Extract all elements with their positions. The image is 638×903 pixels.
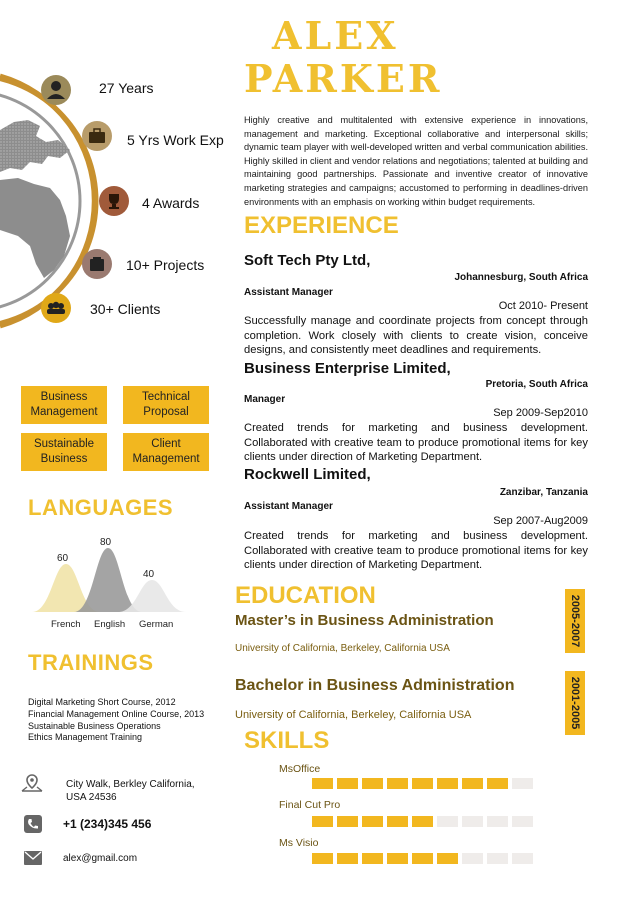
job-dates: Sep 2007-Aug2009 bbox=[493, 515, 588, 527]
skill-segment-filled bbox=[337, 816, 358, 827]
skill-segment-filled bbox=[387, 816, 408, 827]
company-name: Soft Tech Pty Ltd, bbox=[244, 252, 371, 269]
school-name: University of California, Berkeley, California USA bbox=[235, 709, 472, 721]
degree-title: Master’s in Business Administration bbox=[235, 612, 494, 629]
skill-segment-filled bbox=[462, 778, 483, 789]
skill-segment-filled bbox=[487, 778, 508, 789]
skill-segment-empty bbox=[437, 816, 458, 827]
contact-address bbox=[66, 778, 195, 804]
training-item: Ethics Management Training bbox=[28, 732, 143, 743]
language-value: 80 bbox=[100, 537, 112, 548]
milestone-label-projects: 10+ Projects bbox=[126, 257, 205, 273]
milestone-trophy-icon bbox=[99, 186, 129, 216]
skill-level-bar bbox=[312, 816, 533, 827]
education-years: 2005-2007 bbox=[569, 594, 581, 648]
training-item: Digital Marketing Short Course, 2012 bbox=[28, 697, 176, 707]
keyword-tile: Client Management bbox=[123, 433, 209, 471]
education-years-tag bbox=[565, 671, 585, 735]
skill-level-bar bbox=[312, 853, 533, 864]
skill-segment-filled bbox=[437, 778, 458, 789]
school-name: University of California, Berkeley, California USA bbox=[235, 643, 450, 654]
skill-segment-filled bbox=[362, 816, 383, 827]
skill-segment-filled bbox=[412, 778, 433, 789]
training-item: Financial Management Online Course, 2013 bbox=[28, 708, 205, 719]
profile-summary: Highly creative and multitalented with extensive experience in innovations, management and marketing. Exceptional collaborative and interpersonal skills; dynamic team player with well-developed written and verbal communication abilities. Highly skilled in client and vendor relations and negotiations; talented at building and maintaining good partnerships. Passionate and inventive creator of innovative marketing strategies and campaigns; accustomed to performing in deadlines-driven environments with an emphasis on working within budget requirements. bbox=[244, 115, 588, 207]
skill-level-bar bbox=[312, 778, 533, 789]
education-title: EDUCATION bbox=[235, 582, 376, 609]
location-icon bbox=[20, 773, 44, 793]
language-label: French bbox=[51, 619, 81, 630]
language-label: German bbox=[139, 619, 174, 630]
skill-segment-filled bbox=[412, 853, 433, 864]
language-value: 40 bbox=[143, 569, 155, 580]
first-name: ALEX bbox=[272, 13, 399, 58]
skills-title: SKILLS bbox=[244, 727, 330, 754]
language-label: English bbox=[94, 619, 126, 630]
job-role: Assistant Manager bbox=[244, 287, 333, 298]
skill-segment-filled bbox=[362, 853, 383, 864]
language-value: 60 bbox=[57, 553, 69, 564]
skill-segment-filled bbox=[387, 853, 408, 864]
skill-segment-filled bbox=[387, 778, 408, 789]
keyword-tile: Technical Proposal bbox=[123, 386, 209, 424]
job-description: Successfully manage and coordinate projects from concept through completion. Work closely with clients to create vision, conceive designs, and consistently meet deadlines and requirements. bbox=[244, 315, 588, 357]
keyword-tile: Business Management bbox=[21, 386, 107, 424]
phone-icon bbox=[24, 815, 42, 833]
contact-phone[interactable]: +1 (234)345 456 bbox=[63, 817, 152, 831]
job-description: Created trends for marketing and business development. Collaborated with creative team to produce promotional items for key clients under direction of Marketing Department. bbox=[244, 530, 588, 572]
job-location: Zanzibar, Tanzania bbox=[499, 487, 588, 498]
job-role: Manager bbox=[244, 394, 286, 405]
education-years: 2001-2005 bbox=[569, 676, 581, 730]
skill-segment-empty bbox=[487, 816, 508, 827]
skill-name: Ms Visio bbox=[279, 837, 319, 849]
skill-name: MsOffice bbox=[279, 763, 321, 775]
milestone-label-awards: 4 Awards bbox=[142, 195, 200, 211]
contact-email[interactable]: alex@gmail.com bbox=[63, 853, 138, 864]
milestone-label-experience: 5 Yrs Work Exp bbox=[127, 132, 224, 148]
trainings-title: TRAININGS bbox=[28, 650, 154, 675]
skill-segment-empty bbox=[487, 853, 508, 864]
degree-title: Bachelor in Business Administration bbox=[235, 677, 515, 694]
skill-segment-filled bbox=[337, 778, 358, 789]
languages-title: LANGUAGES bbox=[28, 495, 174, 520]
last-name: PARKER bbox=[244, 56, 443, 101]
skill-segment-filled bbox=[312, 816, 333, 827]
address-line2: USA 24536 bbox=[66, 792, 117, 803]
milestone-label-age: 27 Years bbox=[99, 80, 154, 96]
company-name: Business Enterprise Limited, bbox=[244, 360, 451, 377]
job-description: Created trends for marketing and business development. Collaborated with creative team to produce promotional items for key clients under direction of Marketing Department. bbox=[244, 422, 588, 464]
skill-name: Final Cut Pro bbox=[279, 799, 341, 811]
skill-segment-empty bbox=[512, 778, 533, 789]
skill-segment-empty bbox=[462, 816, 483, 827]
milestone-label-clients: 30+ Clients bbox=[90, 301, 161, 317]
milestone-group-icon bbox=[41, 293, 71, 323]
job-location: Pretoria, South Africa bbox=[485, 379, 588, 390]
skill-segment-filled bbox=[312, 778, 333, 789]
milestone-briefcase-icon bbox=[82, 121, 112, 151]
company-name: Rockwell Limited, bbox=[244, 466, 371, 483]
milestone-folder-icon bbox=[82, 249, 112, 279]
experience-title: EXPERIENCE bbox=[244, 212, 399, 239]
education-years-tag bbox=[565, 589, 585, 653]
job-location: Johannesburg, South Africa bbox=[454, 272, 588, 283]
skill-segment-filled bbox=[337, 853, 358, 864]
job-dates: Sep 2009-Sep2010 bbox=[493, 407, 588, 419]
languages-chart bbox=[28, 548, 188, 614]
job-role: Assistant Manager bbox=[244, 501, 333, 512]
email-icon bbox=[24, 851, 42, 865]
skill-segment-filled bbox=[312, 853, 333, 864]
skill-segment-filled bbox=[362, 778, 383, 789]
training-item: Sustainable Business Operations bbox=[28, 720, 161, 731]
skill-segment-filled bbox=[412, 816, 433, 827]
skill-segment-empty bbox=[512, 816, 533, 827]
skill-segment-empty bbox=[462, 853, 483, 864]
keyword-tile: Sustainable Business bbox=[21, 433, 107, 471]
address-line1: City Walk, Berkley California, bbox=[66, 779, 195, 790]
milestone-person-icon bbox=[41, 75, 71, 105]
skill-segment-empty bbox=[512, 853, 533, 864]
job-dates: Oct 2010- Present bbox=[498, 300, 588, 312]
skill-segment-filled bbox=[437, 853, 458, 864]
trainings-list bbox=[28, 697, 204, 744]
